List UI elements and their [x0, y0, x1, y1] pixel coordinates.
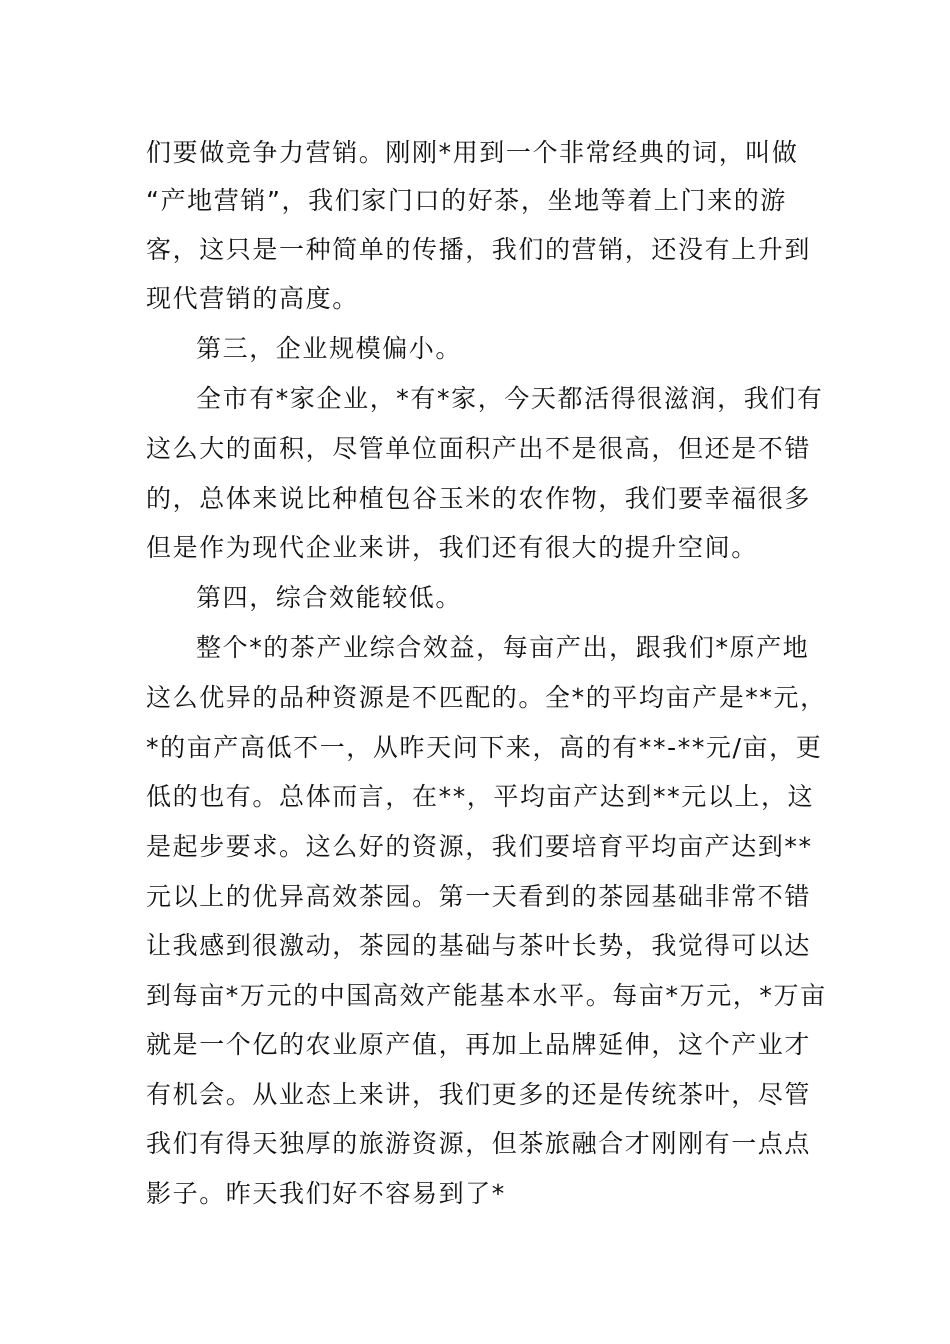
text-line: 是起步要求。这么好的资源，我们要培育平均亩产达到**: [146, 832, 813, 861]
text-line: “产地营销”，我们家门口的好茶，坐地等着上门来的游: [146, 186, 787, 215]
text-line: 低的也有。总体而言，在**，平均亩产达到**元以上，这: [146, 782, 815, 811]
text-line: 元以上的优异高效茶园。第一天看到的茶园基础非常不错: [146, 882, 812, 911]
text-line: 有机会。从业态上来讲，我们更多的还是传统茶叶，尽管: [146, 1080, 812, 1109]
text-line: 整个*的茶产业综合效益，每亩产出，跟我们*原产地: [196, 633, 810, 662]
text-line: 但是作为现代企业来讲，我们还有很大的提升空间。: [146, 533, 758, 562]
text-line: 让我感到很激动，茶园的基础与茶叶长势，我觉得可以达: [146, 931, 812, 960]
text-line: 全市有*家企业，*有*家，今天都活得很滋润，我们有: [196, 384, 824, 413]
text-line: 客，这只是一种简单的传播，我们的营销，还没有上升到: [146, 235, 812, 264]
text-line: 到每亩*万元的中国高效产能基本水平。每亩*万元，*万亩: [146, 981, 827, 1010]
text-line: 影子。昨天我们好不容易到了*: [146, 1179, 506, 1208]
section-heading: 第四，综合效能较低。: [196, 583, 463, 612]
section-heading: 第三，企业规模偏小。: [196, 334, 463, 363]
text-line: 们要做竞争力营销。刚刚*用到一个非常经典的词，叫做: [146, 138, 799, 167]
text-line: 现代营销的高度。: [146, 284, 359, 313]
text-line: *的亩产高低不一，从昨天问下来，高的有**-**元/亩，更: [146, 733, 823, 762]
text-line: 就是一个亿的农业原产值，再加上品牌延伸，这个产业才: [146, 1030, 812, 1059]
text-line: 这么优异的品种资源是不匹配的。全*的平均亩产是**元，: [146, 683, 827, 712]
text-line: 我们有得天独厚的旅游资源，但茶旅融合才刚刚有一点点: [146, 1129, 812, 1158]
text-line: 这么大的面积，尽管单位面积产出不是很高，但还是不错: [146, 434, 812, 463]
text-line: 的，总体来说比种植包谷玉米的农作物，我们要幸福很多: [146, 484, 812, 513]
